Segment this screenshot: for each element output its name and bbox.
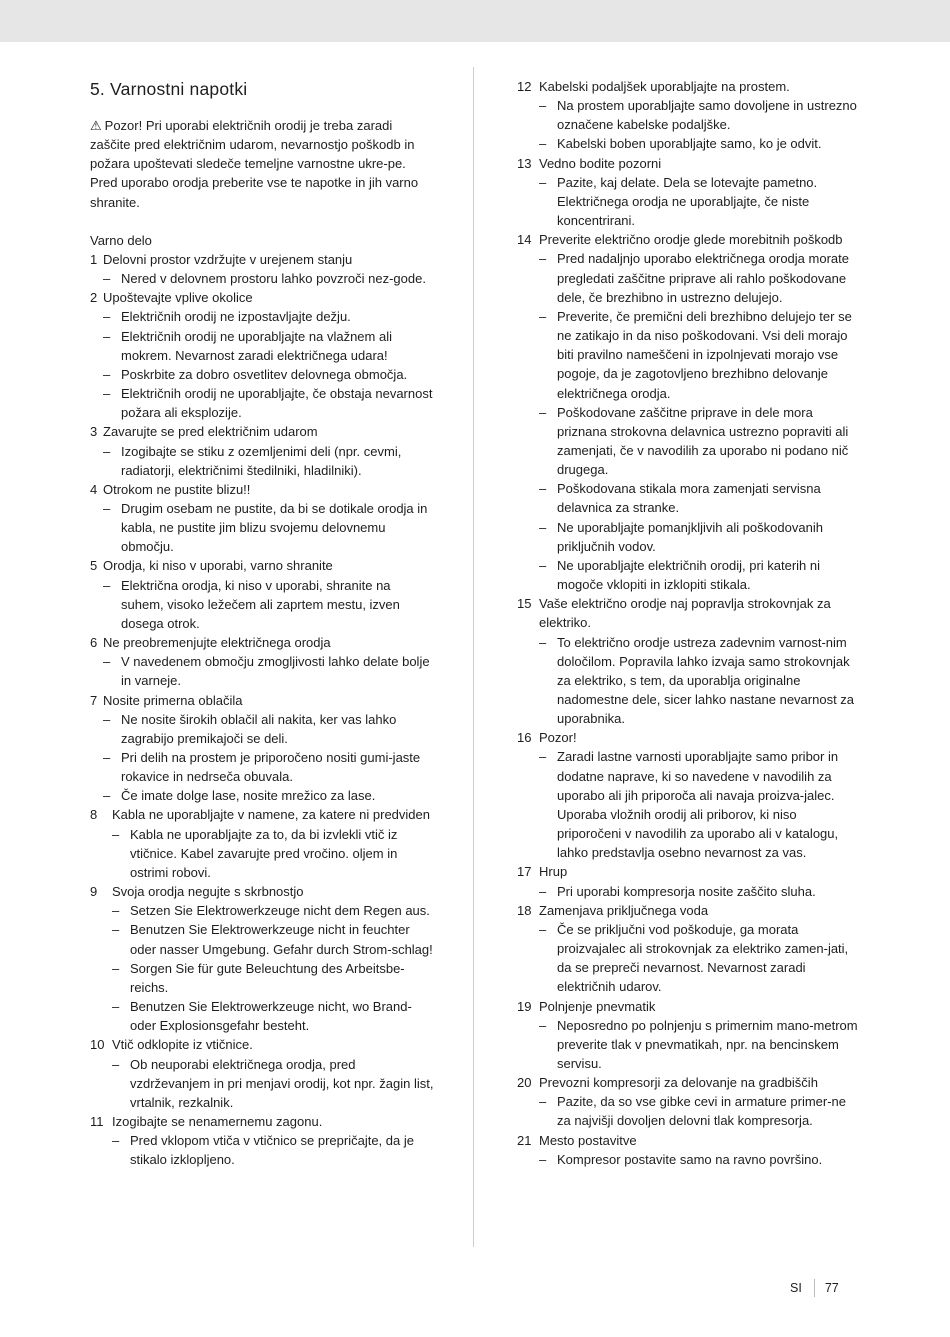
list-item bbox=[90, 480, 435, 499]
sub-item-text: Neposredno po polnjenju s primernim mano-metrom preverite tlak v pnevmatikah, npr. na bencinskem servisu. bbox=[557, 1017, 858, 1071]
list-item bbox=[90, 691, 435, 710]
list-item bbox=[90, 288, 435, 307]
sub-item-text: Če imate dolge lase, nosite mrežico za lase. bbox=[121, 788, 376, 804]
item-text: Delovni prostor vzdržujte v urejenem stanju bbox=[103, 251, 353, 267]
sub-item bbox=[90, 959, 435, 997]
dash-marker: – bbox=[103, 750, 111, 765]
list-item bbox=[517, 728, 862, 747]
sub-item bbox=[517, 1092, 862, 1130]
dash-marker: – bbox=[103, 500, 111, 516]
dash-marker: – bbox=[539, 481, 547, 497]
item-text: Svoja orodja negujte s skrbnostjo bbox=[112, 884, 304, 900]
sub-item bbox=[517, 403, 862, 480]
dash-marker: – bbox=[539, 1017, 547, 1033]
sub-item bbox=[517, 747, 862, 862]
sub-item-text: Kompresor postavite samo na ravno površino. bbox=[557, 1151, 823, 1167]
sub-item bbox=[517, 249, 862, 306]
sub-item bbox=[90, 920, 435, 958]
safety-list-left bbox=[90, 250, 435, 1170]
item-number: 8 bbox=[90, 807, 98, 823]
sub-item bbox=[90, 307, 435, 326]
item-number: 10 bbox=[90, 1037, 105, 1053]
sub-item-text: Na prostem uporabljajte samo dovoljene in ustrezno označene kabelske podaljške. bbox=[557, 98, 857, 133]
sub-item-text: Pazite, da so vse gibke cevi in armature primer-ne za najvišji dovoljen delovni tlak kompresorja. bbox=[557, 1094, 847, 1129]
sub-item bbox=[90, 786, 435, 805]
dash-marker: – bbox=[539, 557, 547, 573]
dash-marker: – bbox=[103, 443, 111, 459]
sub-item-text: Kabelski boben uporabljajte samo, ko je odvit. bbox=[557, 136, 822, 152]
sub-item-text: To električno orodje ustreza zadevnim varnost-nim določilom. Popravila lahko izvaja samo strokovnjak za elektriko, s tem, da uporablja originalne nadomestne dele, sicer lahko nastane nevarnost za uporabnika. bbox=[557, 634, 855, 727]
dash-marker: – bbox=[112, 999, 120, 1015]
dash-marker: – bbox=[103, 328, 111, 344]
dash-marker: – bbox=[539, 308, 547, 324]
dash-marker: – bbox=[103, 577, 111, 593]
list-item bbox=[90, 805, 435, 824]
dash-marker: – bbox=[539, 921, 547, 937]
item-number: 6 bbox=[90, 635, 98, 651]
sub-item-text: Električnih orodij ne uporabljajte, če obstaja nevarnost požara ali eksplozije. bbox=[121, 386, 433, 421]
sub-item-text: Poškodovana stikala mora zamenjati servisna delavnica za stranke. bbox=[557, 481, 821, 516]
list-item bbox=[90, 1112, 435, 1131]
sub-item bbox=[517, 173, 862, 230]
sub-item-text: Poskrbite za dobro osvetlitev delovnega območja. bbox=[121, 366, 408, 382]
warning-intro bbox=[90, 116, 435, 212]
list-item bbox=[517, 594, 862, 632]
item-text: Kabelski podaljšek uporabljajte na prostem. bbox=[539, 79, 790, 94]
sub-item-text: Ne uporabljajte pomanjkljivih ali poškodovanih priključnih vodov. bbox=[557, 519, 823, 554]
item-text: Prevozni kompresorji za delovanje na gradbiščih bbox=[539, 1075, 818, 1091]
dash-marker: – bbox=[103, 386, 111, 402]
section-heading: Varno delo bbox=[90, 232, 152, 248]
sub-item bbox=[90, 269, 435, 288]
dash-marker: – bbox=[539, 98, 547, 114]
section-title: 5. Varnostni napotki bbox=[90, 79, 248, 99]
list-item bbox=[90, 422, 435, 441]
item-text: Hrup bbox=[539, 864, 568, 880]
sub-item-text: Benutzen Sie Elektrowerkzeuge nicht, wo Brand-oder Explosionsgefahr besteht. bbox=[130, 999, 412, 1034]
sub-item-text: Ne nosite širokih oblačil ali nakita, ker vas lahko zagrabijo premikajoči se deli. bbox=[121, 711, 397, 746]
sub-item-text: Ne uporabljajte električnih orodij, pri katerih ni mogoče vklopiti in izklopiti stikala. bbox=[557, 557, 821, 593]
sub-item bbox=[517, 556, 862, 594]
dash-marker: – bbox=[112, 1133, 120, 1149]
sub-item bbox=[90, 499, 435, 556]
list-item bbox=[517, 862, 862, 881]
warning-triangle-icon: ⚠ bbox=[90, 118, 102, 133]
item-text: Vtič odklopite iz vtičnice. bbox=[112, 1037, 253, 1053]
sub-item bbox=[517, 882, 862, 901]
item-number: 5 bbox=[90, 558, 98, 574]
sub-item bbox=[517, 1150, 862, 1169]
item-text: Nosite primerna oblačila bbox=[103, 692, 243, 708]
warning-text: Pri uporabi električnih orodij je treba zaradi zaščite pred električnim udarom, nevarnostjo poškodb in požara upoštevati sledeče temeljne varnostne ukre-pe. Pred uporabo orodja preberite vse te napotke in jih varno shranite. bbox=[90, 118, 419, 210]
language-code: SI bbox=[790, 1279, 815, 1297]
item-text: Pozor! bbox=[539, 730, 577, 746]
sub-item bbox=[517, 920, 862, 997]
sub-item bbox=[517, 633, 862, 729]
dash-marker: – bbox=[539, 404, 547, 420]
warning-label: Pozor! bbox=[104, 118, 143, 133]
sub-item bbox=[90, 1131, 435, 1169]
item-number: 4 bbox=[90, 481, 98, 497]
sub-item bbox=[90, 901, 435, 920]
sub-item bbox=[90, 748, 435, 786]
sub-item-text: Drugim osebam ne pustite, da bi se dotikale orodja in kabla, ne pustite jim blizu svojemu delovnemu območju. bbox=[121, 500, 428, 555]
dash-marker: – bbox=[103, 309, 111, 325]
sub-item-text: Če se priključni vod poškoduje, ga morata proizvajalec ali strokovnjak za elektriko zamen-jati, da se prepreči nevarnost. Nevarnost zaradi električnih udarov. bbox=[557, 921, 849, 995]
sub-item bbox=[90, 652, 435, 690]
dash-marker: – bbox=[112, 1056, 120, 1072]
item-text: Polnjenje pnevmatik bbox=[539, 998, 656, 1014]
right-column bbox=[517, 77, 862, 1169]
dash-marker: – bbox=[539, 251, 547, 267]
item-number: 2 bbox=[90, 290, 98, 306]
item-number: 18 bbox=[517, 902, 532, 918]
dash-marker: – bbox=[112, 960, 120, 976]
list-item bbox=[517, 997, 862, 1016]
list-item bbox=[90, 1035, 435, 1054]
sub-item-text: Kabla ne uporabljajte za to, da bi izvlekli vtič iz vtičnice. Kabel zavarujte pred vročino. oljem in ostrimi robovi. bbox=[130, 826, 398, 880]
dash-marker: – bbox=[103, 271, 111, 287]
dash-marker: – bbox=[103, 711, 111, 727]
item-text: Upoštevajte vplive okolice bbox=[103, 290, 253, 306]
sub-item bbox=[90, 825, 435, 882]
sub-item-text: Benutzen Sie Elektrowerkzeuge nicht in feuchter oder nasser Umgebung. Gefahr durch Strom-schlag! bbox=[130, 922, 433, 957]
dash-marker: – bbox=[112, 922, 120, 938]
list-item bbox=[517, 154, 862, 173]
sub-item bbox=[517, 307, 862, 403]
safety-list-right bbox=[517, 77, 862, 1169]
sub-item bbox=[517, 518, 862, 556]
item-number: 7 bbox=[90, 692, 98, 708]
dash-marker: – bbox=[539, 136, 547, 152]
item-number: 11 bbox=[90, 1113, 104, 1129]
sub-item-text: Ob neuporabi električnega orodja, pred vzdrževanjem in pri menjavi orodij, kot npr. žagin list, vrtalnik, rezkalnik. bbox=[130, 1056, 434, 1110]
dash-marker: – bbox=[103, 654, 111, 670]
sub-item bbox=[90, 365, 435, 384]
sub-item-text: Setzen Sie Elektrowerkzeuge nicht dem Regen aus. bbox=[130, 903, 430, 919]
sub-item-text: Pred nadaljnjo uporabo električnega orodja morate pregledati zaščitne priprave ali rahlo poškodovane dele, če brezhibno in ustrezno delujejo. bbox=[557, 251, 849, 305]
sub-item bbox=[517, 134, 862, 153]
item-number: 14 bbox=[517, 232, 532, 248]
item-number: 16 bbox=[517, 730, 532, 746]
sub-item bbox=[517, 479, 862, 517]
column-divider bbox=[473, 67, 474, 1247]
item-number: 17 bbox=[517, 864, 532, 880]
item-number: 21 bbox=[517, 1132, 532, 1148]
item-number: 12 bbox=[517, 79, 532, 94]
sub-item-text: Nered v delovnem prostoru lahko povzroči nez-gode. bbox=[121, 271, 426, 287]
item-number: 19 bbox=[517, 998, 532, 1014]
item-text: Orodja, ki niso v uporabi, varno shranite bbox=[103, 558, 333, 574]
dash-marker: – bbox=[539, 174, 547, 190]
sub-item bbox=[90, 327, 435, 365]
sub-item-text: Preverite, če premični deli brezhibno delujejo ter se ne zatikajo in da niso poškodovani. Vsi deli morajo biti pravilno nameščeni in izpolnjevati morajo vse pogoje, da je zagotovljeno brezhibno delovanje električnega orodja. bbox=[557, 308, 852, 401]
item-text: Kabla ne uporabljajte v namene, za katere ni predviden bbox=[112, 807, 430, 823]
left-column bbox=[90, 77, 435, 1169]
sub-item-text: V navedenem območju zmogljivosti lahko delate bolje in varneje. bbox=[121, 654, 430, 689]
dash-marker: – bbox=[539, 519, 547, 535]
list-item bbox=[90, 556, 435, 575]
item-number: 1 bbox=[90, 251, 98, 267]
item-number: 20 bbox=[517, 1075, 532, 1091]
dash-marker: – bbox=[539, 883, 547, 899]
sub-item-text: Pri uporabi kompresorja nosite zaščito sluha. bbox=[557, 883, 816, 899]
sub-item-text: Sorgen Sie für gute Beleuchtung des Arbeitsbe-reichs. bbox=[130, 960, 405, 995]
item-text: Otrokom ne pustite blizu!! bbox=[103, 481, 251, 497]
sub-item bbox=[90, 442, 435, 480]
page-number: 77 bbox=[824, 1281, 839, 1295]
dash-marker: – bbox=[103, 366, 111, 382]
item-number: 3 bbox=[90, 424, 98, 440]
sub-item-text: Električnih orodij ne izpostavljajte dežju. bbox=[121, 309, 351, 325]
item-text: Ne preobremenjujte električnega orodja bbox=[103, 635, 331, 651]
item-text: Vedno bodite pozorni bbox=[539, 155, 662, 171]
dash-marker: – bbox=[103, 788, 111, 804]
item-text: Vaše električno orodje naj popravlja strokovnjak za elektriko. bbox=[539, 596, 831, 631]
sub-item bbox=[90, 384, 435, 422]
dash-marker: – bbox=[539, 749, 547, 765]
dash-marker: – bbox=[539, 1094, 547, 1110]
list-item bbox=[517, 901, 862, 920]
top-bar bbox=[0, 0, 950, 42]
sub-item-text: Pred vklopom vtiča v vtičnico se prepričajte, da je stikalo izklopljeno. bbox=[130, 1133, 414, 1168]
dash-marker: – bbox=[539, 634, 547, 650]
list-item bbox=[90, 882, 435, 901]
sub-item bbox=[90, 710, 435, 748]
list-item bbox=[90, 633, 435, 652]
list-item bbox=[517, 1073, 862, 1092]
page-footer bbox=[790, 1279, 839, 1297]
list-item bbox=[90, 250, 435, 269]
item-text: Preverite električno orodje glede morebitnih poškodb bbox=[539, 232, 843, 248]
sub-item-text: Električna orodja, ki niso v uporabi, shranite na suhem, visoko ležečem ali zaprtem mestu, izven dosega otrok. bbox=[121, 577, 400, 631]
sub-item-text: Pri delih na prostem je priporočeno nositi gumi-jaste rokavice in nedrseča obuvala. bbox=[121, 750, 421, 785]
list-item bbox=[517, 77, 862, 96]
sub-item-text: Izogibajte se stiku z ozemljenimi deli (npr. cevmi, radiatorji, električnimi štedilniki, hladilniki). bbox=[121, 443, 402, 478]
item-text: Zavarujte se pred električnim udarom bbox=[103, 424, 318, 440]
item-number: 13 bbox=[517, 155, 532, 171]
list-item bbox=[517, 1131, 862, 1150]
item-text: Zamenjava priključnega voda bbox=[539, 902, 709, 918]
sub-item-text: Električnih orodij ne uporabljajte na vlažnem ali mokrem. Nevarnost zaradi električnega udara! bbox=[121, 328, 392, 363]
item-number: 9 bbox=[90, 884, 98, 900]
sub-item bbox=[90, 997, 435, 1035]
sub-item bbox=[517, 1016, 862, 1073]
sub-item bbox=[90, 1055, 435, 1112]
item-text: Mesto postavitve bbox=[539, 1132, 637, 1148]
sub-item bbox=[90, 576, 435, 633]
dash-marker: – bbox=[112, 826, 120, 842]
item-text: Izogibajte se nenamernemu zagonu. bbox=[112, 1113, 323, 1129]
sub-item-text: Poškodovane zaščitne priprave in dele mora priznana strokovna delavnica ustrezno popraviti ali zamenjati, če v navodilih za uporabo ni podano nič drugega. bbox=[557, 404, 849, 478]
sub-item-text: Pazite, kaj delate. Dela se lotevajte pametno. Električnega orodja ne uporabljajte, če niste koncentrirani. bbox=[557, 174, 818, 229]
dash-marker: – bbox=[539, 1151, 547, 1167]
sub-item bbox=[517, 96, 862, 134]
item-number: 15 bbox=[517, 596, 532, 612]
dash-marker: – bbox=[112, 903, 120, 919]
list-item bbox=[517, 230, 862, 249]
sub-item-text: Zaradi lastne varnosti uporabljajte samo pribor in dodatne naprave, ki so navedene v navodilih za uporabo ali jih priporoča ali navaja proizva-jalec. Uporaba vložnih orodij ali priborov, ki niso priporočeni v navodilih za uporabo ali v katalogu, lahko predstavlja osebno nevarnost za vas. bbox=[557, 749, 839, 861]
